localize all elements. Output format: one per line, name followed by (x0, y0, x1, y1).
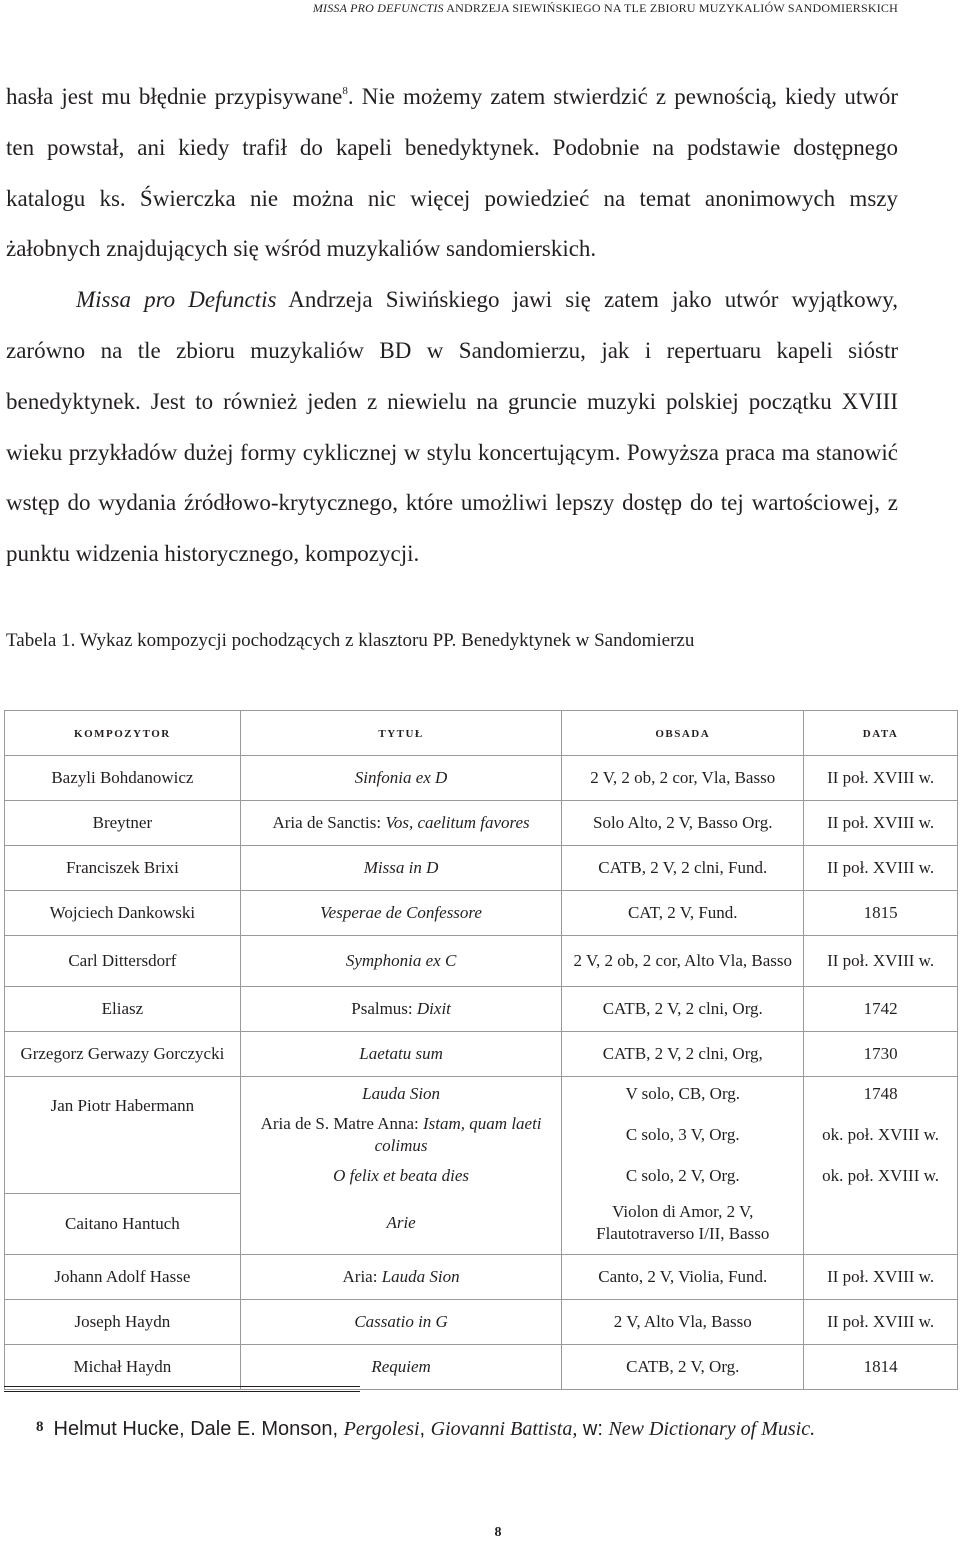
paragraph-2-title: Missa pro Defunctis (76, 287, 277, 313)
cell-title: Cassatio in G (240, 1299, 562, 1344)
cell-composer: Carl Dittersdorf (5, 936, 241, 987)
cell-date: 1815 (804, 891, 958, 936)
cell-title: Laetatu sum (240, 1032, 562, 1077)
cell-title: Missa in D (240, 846, 562, 891)
cell-date: ok. poł. XVIII w. (804, 1111, 958, 1159)
cell-title: Requiem (240, 1344, 562, 1389)
body-text (6, 72, 898, 580)
header-date: data (804, 711, 958, 756)
table-caption: Tabela 1. Wykaz kompozycji pochodzących z klasztoru PP. Benedyktynek w Sandomierzu (6, 630, 695, 651)
cell-date: II poł. XVIII w. (804, 1299, 958, 1344)
footnote-title-1: Pergolesi (343, 1418, 420, 1440)
cell-cast: C solo, 3 V, Org. (562, 1111, 804, 1159)
running-head (0, 1, 898, 16)
cell-cast: CATB, 2 V, 2 clni, Fund. (562, 846, 804, 891)
cell-composer: Bazyli Bohdanowicz (5, 756, 241, 801)
table-row (5, 1193, 958, 1254)
cell-composer: Michał Haydn (5, 1344, 241, 1389)
cell-date: II poł. XVIII w. (804, 801, 958, 846)
cell-date: II poł. XVIII w. (804, 756, 958, 801)
cell-cast: 2 V, Alto Vla, Basso (562, 1299, 804, 1344)
running-head-rest: ANDRZEJA SIEWIŃSKIEGO NA TLE ZBIORU MUZYKALIÓW SANDOMIERSKICH (443, 1, 898, 15)
table-row (5, 756, 958, 801)
table-body (5, 756, 958, 1390)
cell-cast: 2 V, 2 ob, 2 cor, Alto Vla, Basso (562, 936, 804, 987)
cell-title: Aria de Sanctis: Vos, caelitum favores (240, 801, 562, 846)
header-cast: obsada (562, 711, 804, 756)
table-row (5, 1344, 958, 1389)
cell-cast: CATB, 2 V, 2 clni, Org. (562, 987, 804, 1032)
cell-title: Psalmus: Dixit (240, 987, 562, 1032)
footnote-title-2: Giovanni Battista, (430, 1418, 578, 1440)
cell-title: Symphonia ex C (240, 936, 562, 987)
footnote-rule (4, 1386, 360, 1387)
cell-title: Vesperae de Confessore (240, 891, 562, 936)
cell-composer: Jan Piotr Habermann (5, 1077, 241, 1194)
table-row (5, 846, 958, 891)
cell-composer: Eliasz (5, 987, 241, 1032)
table-row (5, 891, 958, 936)
cell-cast: CAT, 2 V, Fund. (562, 891, 804, 936)
table-row (5, 1032, 958, 1077)
cell-cast: Solo Alto, 2 V, Basso Org. (562, 801, 804, 846)
cell-title: Sinfonia ex D (240, 756, 562, 801)
cell-cast: CATB, 2 V, Org. (562, 1344, 804, 1389)
table-row (5, 1077, 958, 1112)
cell-date: II poł. XVIII w. (804, 1254, 958, 1299)
compositions-table (4, 710, 958, 1390)
cell-title: O felix et beata dies (240, 1159, 562, 1193)
header-composer: kompozytor (5, 711, 241, 756)
paragraph-2 (6, 275, 898, 580)
footnote-8: $^8$ Helmut Hucke, Dale E. Monson, Pergolesi, Giovanni Battista, w: New Dictionary of Music. (36, 1418, 816, 1440)
cell-title: Aria de S. Matre Anna: Istam, quam laeti colimus (240, 1111, 562, 1159)
table-header-row (5, 711, 958, 756)
header-title: tytuł (240, 711, 562, 756)
page-number: 8 (494, 1525, 502, 1540)
table-row (5, 936, 958, 987)
cell-title: Arie (240, 1193, 562, 1254)
cell-date: 1814 (804, 1344, 958, 1389)
cell-composer: Joseph Haydn (5, 1299, 241, 1344)
cell-composer: Caitano Hantuch (5, 1193, 241, 1254)
cell-composer: Grzegorz Gerwazy Gorczycki (5, 1032, 241, 1077)
cell-title: Lauda Sion (240, 1077, 562, 1112)
cell-date: 1742 (804, 987, 958, 1032)
table-row (5, 1254, 958, 1299)
cell-composer: Breytner (5, 801, 241, 846)
paragraph-2-rest: Andrzeja Siwińskiego jawi się zatem jako utwór wyjątkowy, zarówno na tle zbioru muzykaliów BD w Sandomierzu, jak i repertuaru kapeli sióstr benedyktynek. Jest to również jeden z niewielu na gruncie muzyki polskiej początku XVIII wieku przykładów dużej formy cyklicznej w stylu koncertującym. Powyższa praca ma stanowić wstęp do wydania źródłowo-krytycznego, które umożliwi lepszy dostęp do tej wartościowej, z punktu widzenia historycznego, kompozycji. (6, 287, 898, 567)
cell-date: II poł. XVIII w. (804, 936, 958, 987)
cell-cast: C solo, 2 V, Org. (562, 1159, 804, 1193)
table-row (5, 987, 958, 1032)
running-head-italic: MISSA PRO DEFUNCTIS (312, 1, 444, 15)
cell-date (804, 1193, 958, 1254)
cell-composer: Johann Adolf Hasse (5, 1254, 241, 1299)
cell-composer: Wojciech Dankowski (5, 891, 241, 936)
paragraph-1 (6, 72, 898, 275)
footnote-number: 8 (36, 1419, 44, 1435)
table-row (5, 1299, 958, 1344)
cell-date: 1748 (804, 1077, 958, 1112)
cell-date: 1730 (804, 1032, 958, 1077)
cell-cast: 2 V, 2 ob, 2 cor, Vla, Basso (562, 756, 804, 801)
footnote-rule-second (4, 1391, 360, 1392)
footnote-authors: Helmut Hucke, Dale E. Monson, (53, 1418, 344, 1440)
cell-title: Aria: Lauda Sion (240, 1254, 562, 1299)
footnote-ref[interactable]: 8 (342, 85, 348, 97)
cell-composer: Franciszek Brixi (5, 846, 241, 891)
cell-cast: CATB, 2 V, 2 clni, Org, (562, 1032, 804, 1077)
cell-cast: Canto, 2 V, Violia, Fund. (562, 1254, 804, 1299)
table-row (5, 801, 958, 846)
paragraph-1-start: hasła jest mu błędnie przypisywane (6, 84, 343, 109)
paragraph-1-end: . Nie możemy zatem stwierdzić z pewnością, kiedy utwór ten powstał, ani kiedy trafił do kapeli benedyktynek. Podobnie na podstawie dostępnego katalogu ks. Świerczka nie można nic więcej powiedzieć na temat anonimowych mszy żałobnych znajdujących się wśród muzykaliów sandomierskich. (6, 84, 898, 262)
cell-date: II poł. XVIII w. (804, 846, 958, 891)
cell-date: ok. poł. XVIII w. (804, 1159, 958, 1193)
footnote-source: New Dictionary of Music. (608, 1418, 816, 1440)
cell-cast: V solo, CB, Org. (562, 1077, 804, 1112)
cell-cast: Violon di Amor, 2 V, Flautotraverso I/II, Basso (562, 1193, 804, 1254)
